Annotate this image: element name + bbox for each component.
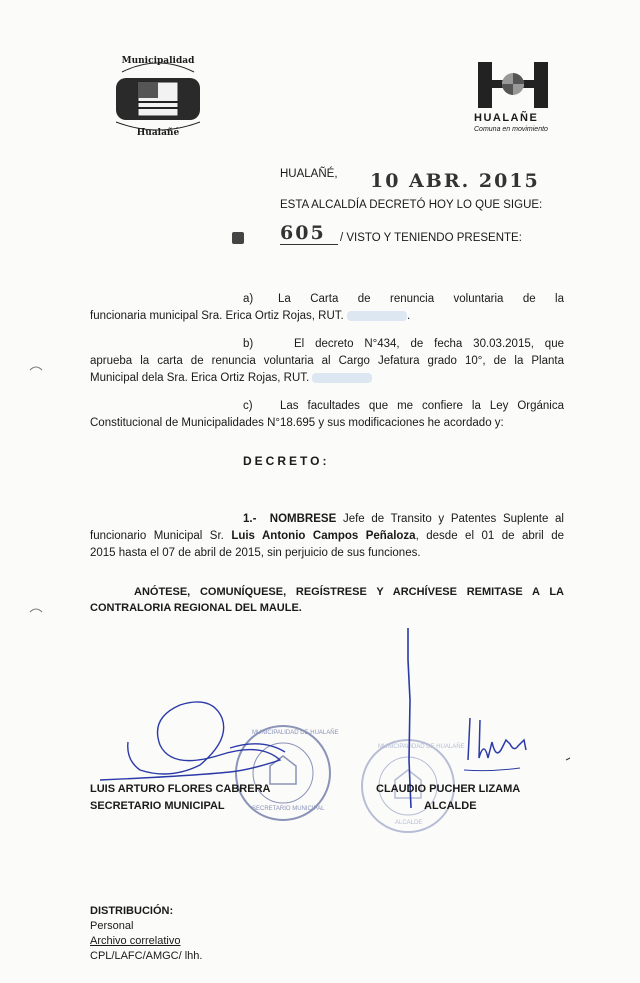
decree-number: 605	[280, 222, 338, 245]
distribution-item: CPL/LAFC/AMGC/ lhh.	[90, 950, 203, 962]
consideration-a-line2: funcionaria municipal Sra. Erica Ortiz Rojas, RUT. .	[90, 310, 411, 322]
consideration-a-letter: a)	[243, 293, 254, 305]
resolution-rest: Jefe de Transito y Patentes Suplente al	[342, 513, 564, 525]
brand-tagline: Comuna en movimiento	[474, 126, 548, 133]
distribution-item: Personal	[90, 920, 134, 932]
resolution-line3: 2015 hasta el 07 de abril de 2015, sin perjuicio de sus funciones.	[90, 547, 421, 559]
consideration-b-line2: aprueba la carta de renuncia voluntaria al Cargo Jefatura grado 10°, de la Planta	[90, 355, 564, 367]
resolution-name: Luis Antonio Campos Peñaloza	[231, 530, 416, 542]
alcalde-stamp-bottom: ALCALDE	[395, 820, 423, 826]
resolution-keyword: NOMBRESE	[269, 513, 337, 525]
alcalde-title: ALCALDE	[424, 800, 477, 812]
consideration-b-letter: b)	[243, 338, 254, 350]
place-text: HUALAÑÉ,	[280, 168, 338, 180]
consideration-a-line1: La Carta de renuncia voluntaria de la	[278, 293, 564, 305]
closing-line2: CONTRALORIA REGIONAL DEL MAULE.	[90, 602, 302, 614]
consideration-a-line2-text: funcionaria municipal Sra. Erica Ortiz Rojas, RUT.	[90, 310, 344, 322]
slash-mark: /	[340, 232, 347, 244]
closing-line1: ANÓTESE, COMUNÍQUESE, REGÍSTRESE Y ARCHÍVESE REMITASE A LA	[134, 586, 564, 598]
crest-top-text: Municipalidad	[121, 56, 195, 66]
alcalde-name: CLAUDIO PUCHER LIZAMA	[376, 783, 521, 795]
consideration-b-line1: El decreto N°434, de fecha 30.03.2015, que	[294, 338, 564, 350]
visto-label: VISTO Y TENIENDO PRESENTE:	[346, 232, 522, 244]
crest-bottom-text: Hualañé	[136, 128, 180, 138]
resolution-line2-b: , desde el 01 de abril de	[415, 530, 564, 542]
consideration-c-line1: Las facultades que me confiere la Ley Orgánica	[280, 400, 564, 412]
distribution-item: Archivo correlativo	[90, 935, 181, 947]
secretary-stamp-bottom: SECRETARIO MUNICIPAL	[252, 806, 325, 812]
consideration-c-line2: Constitucional de Municipalidades N°18.695 y sus modificaciones he acordado y:	[90, 417, 504, 429]
intro-text: ESTA ALCALDÍA DECRETÓ HOY LO QUE SIGUE:	[280, 199, 543, 211]
distribution-title: DISTRIBUCIÓN:	[90, 905, 174, 917]
consideration-b-line3-text: Municipal dela Sra. Erica Ortiz Rojas, RUT.	[90, 372, 310, 384]
alcalde-stamp-top: MUNICIPALIDAD DE HUALAÑE	[378, 744, 465, 750]
consideration-c-letter: c)	[243, 400, 253, 412]
date-stamp: 10 ABR. 2015	[370, 170, 540, 192]
secretary-name: LUIS ARTURO FLORES CABRERA	[90, 783, 271, 795]
secretary-stamp-top: MUNICIPALIDAD DE HUALAÑE	[252, 730, 339, 736]
secretary-title: SECRETARIO MUNICIPAL	[90, 800, 225, 812]
resolution-number: 1.-	[243, 513, 257, 525]
decreto-title: DECRETO:	[243, 454, 330, 468]
brand-name: HUALAÑE	[474, 112, 539, 124]
resolution-line2-a: funcionario Municipal Sr.	[90, 530, 224, 542]
